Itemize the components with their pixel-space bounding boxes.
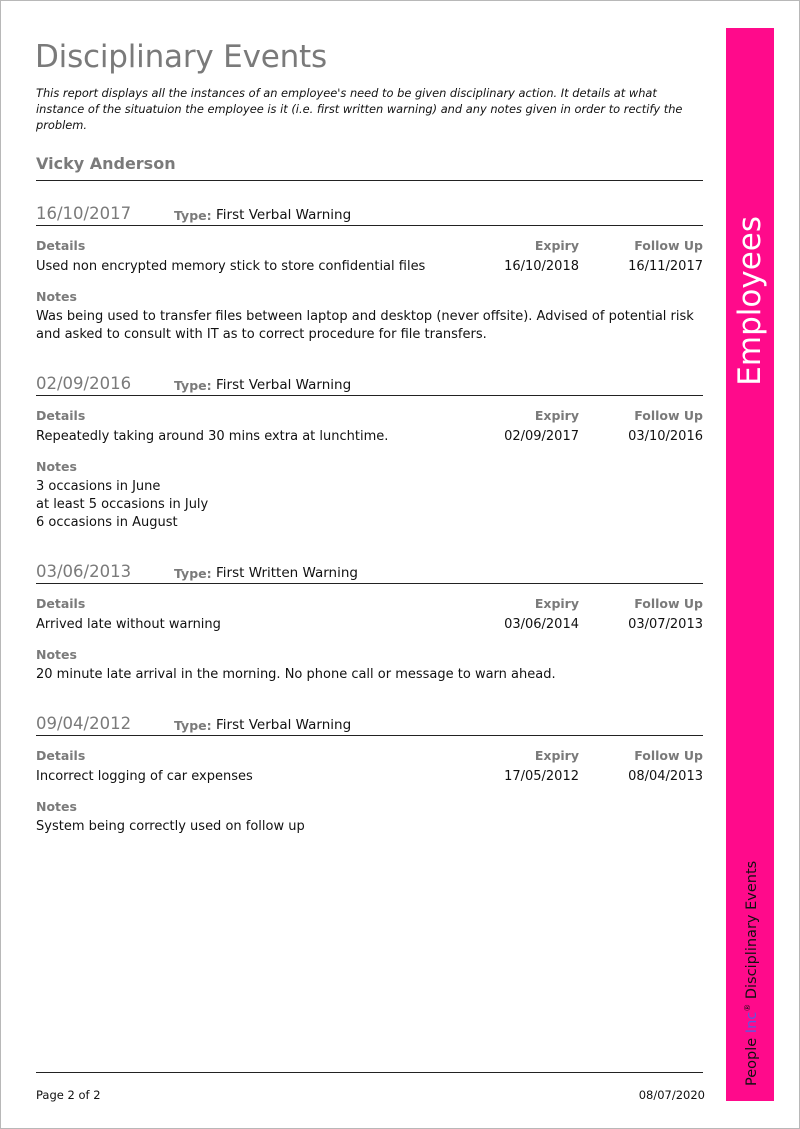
- event-notes: System being correctly used on follow up: [36, 819, 305, 834]
- follow-up-label: Follow Up: [634, 408, 703, 423]
- type-label: Type:: [174, 718, 212, 733]
- details-value-row: [36, 429, 703, 449]
- brand-people: People: [743, 1037, 760, 1086]
- event-details: Incorrect logging of car expenses: [36, 769, 253, 784]
- sidebar-title: Employees: [732, 216, 768, 386]
- event-date: 03/06/2013: [36, 562, 132, 581]
- event-type: First Verbal Warning: [216, 717, 352, 733]
- event-header: [36, 374, 703, 396]
- type-label: Type:: [174, 378, 212, 393]
- event-follow-up: 03/07/2013: [628, 617, 703, 632]
- details-value-row: [36, 617, 703, 637]
- sidebar-report-name: Disciplinary Events: [743, 860, 760, 1000]
- event-date: 16/10/2017: [36, 204, 132, 223]
- notes-label: Notes: [36, 647, 77, 662]
- event-details: Used non encrypted memory stick to store confidential files: [36, 259, 426, 274]
- report-title: Disciplinary Events: [35, 39, 327, 75]
- event-expiry: 03/06/2014: [504, 617, 579, 632]
- event-block: [36, 714, 703, 836]
- brand-inc: Inc: [743, 1011, 760, 1034]
- notes-label: Notes: [36, 289, 77, 304]
- details-header-row: [36, 748, 703, 768]
- event-expiry: 16/10/2018: [504, 259, 579, 274]
- details-header-row: [36, 596, 703, 616]
- details-label: Details: [36, 238, 86, 253]
- event-type: First Written Warning: [216, 565, 358, 581]
- details-header-row: [36, 408, 703, 428]
- event-notes: 3 occasions in June at least 5 occasions in July 6 occasions in August: [36, 479, 209, 530]
- expiry-label: Expiry: [534, 408, 579, 423]
- print-date: 08/07/2020: [638, 1088, 705, 1102]
- event-header: [36, 204, 703, 226]
- details-label: Details: [36, 408, 86, 423]
- details-value-row: [36, 769, 703, 789]
- follow-up-label: Follow Up: [634, 596, 703, 611]
- footer-divider: [36, 1072, 703, 1073]
- event-notes: Was being used to transfer files between laptop and desktop (never offsite). Advised of potential risk and asked to consult with IT as to correct procedure for file transfers.: [36, 309, 694, 342]
- expiry-label: Expiry: [534, 238, 579, 253]
- type-label: Type:: [174, 566, 212, 581]
- expiry-label: Expiry: [534, 748, 579, 763]
- details-header-row: [36, 238, 703, 258]
- details-label: Details: [36, 596, 86, 611]
- notes-label: Notes: [36, 459, 77, 474]
- report-description: This report displays all the instances of an employee's need to be given disciplinary action. It details at what instance of the situatuion the employee is it (i.e. first written warning) and any notes given in order to rectify the problem.: [36, 86, 683, 132]
- event-header: [36, 714, 703, 736]
- details-value-row: [36, 259, 703, 279]
- event-expiry: 02/09/2017: [504, 429, 579, 444]
- event-date: 02/09/2016: [36, 374, 132, 393]
- type-label: Type:: [174, 208, 212, 223]
- event-type: First Verbal Warning: [216, 377, 352, 393]
- page-number: Page 2 of 2: [36, 1088, 101, 1102]
- event-block: [36, 374, 703, 532]
- event-block: [36, 204, 703, 344]
- event-follow-up: 08/04/2013: [628, 769, 703, 784]
- event-expiry: 17/05/2012: [504, 769, 579, 784]
- event-follow-up: 03/10/2016: [628, 429, 703, 444]
- event-date: 09/04/2012: [36, 714, 132, 733]
- event-details: Arrived late without warning: [36, 617, 221, 632]
- event-notes: 20 minute late arrival in the morning. No phone call or message to warn ahead.: [36, 667, 556, 682]
- event-header: [36, 562, 703, 584]
- notes-label: Notes: [36, 799, 77, 814]
- details-label: Details: [36, 748, 86, 763]
- registered-mark: ®: [743, 1003, 753, 1012]
- follow-up-label: Follow Up: [634, 238, 703, 253]
- expiry-label: Expiry: [534, 596, 579, 611]
- event-type: First Verbal Warning: [216, 207, 352, 223]
- event-block: [36, 562, 703, 684]
- sidebar-band: [726, 28, 774, 1101]
- sidebar-report-brand: [738, 861, 762, 1086]
- employee-name: Vicky Anderson: [36, 154, 703, 181]
- follow-up-label: Follow Up: [634, 748, 703, 763]
- event-follow-up: 16/11/2017: [628, 259, 703, 274]
- event-details: Repeatedly taking around 30 mins extra at lunchtime.: [36, 429, 389, 444]
